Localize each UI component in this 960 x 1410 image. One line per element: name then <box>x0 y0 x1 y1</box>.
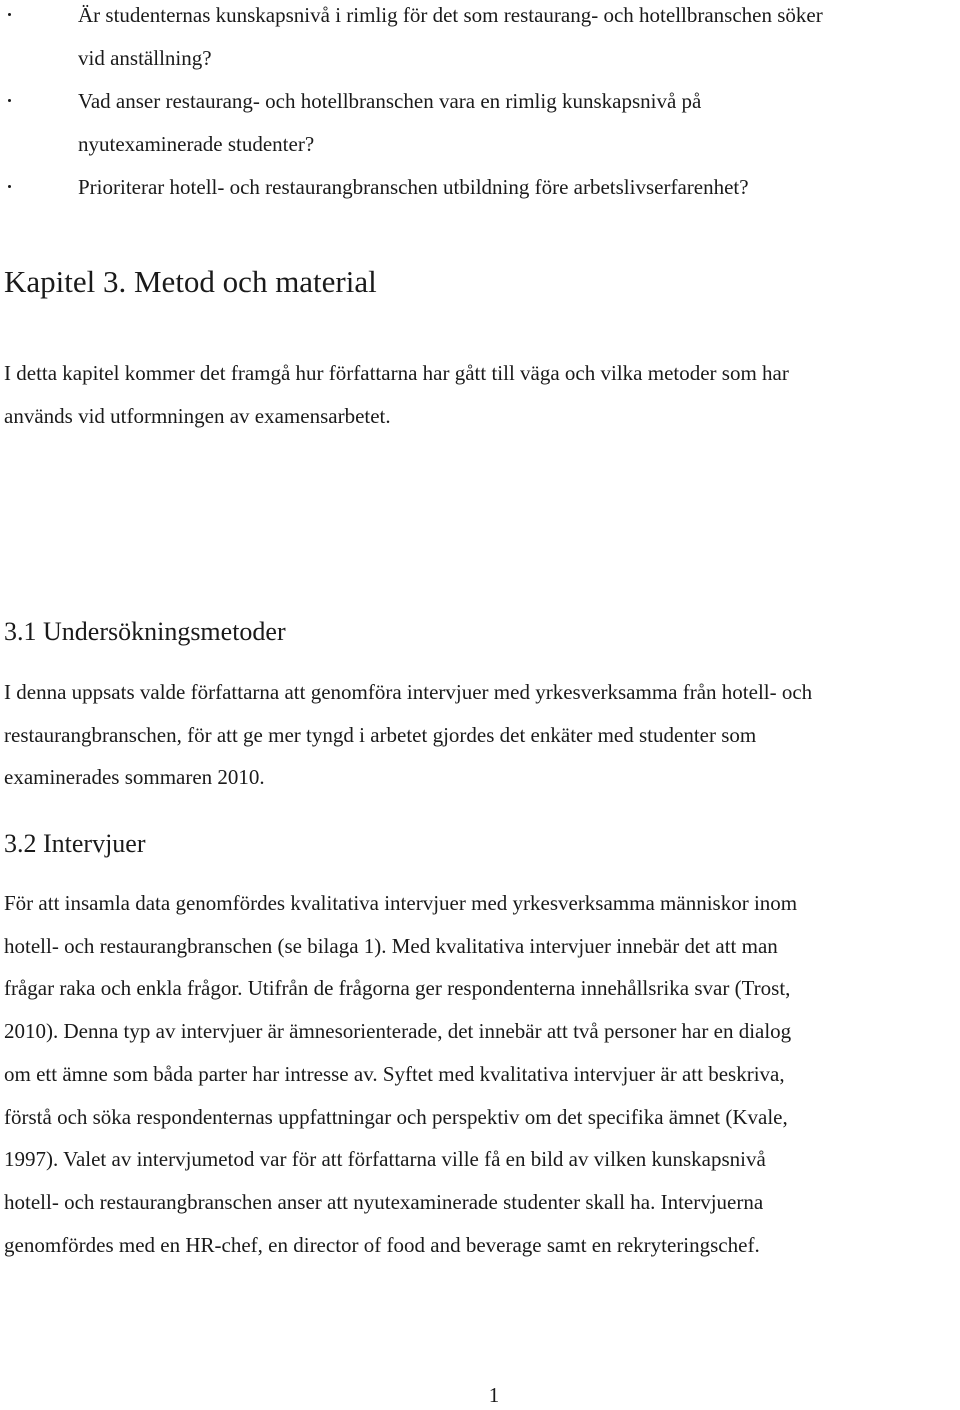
text-line: genomfördes med en HR-chef, en director of food and beverage samt en rekryteringschef. <box>4 1232 760 1257</box>
text-line: 2010). Denna typ av intervjuer är ämnesorienterade, det innebär att två personer har en dialog <box>4 1019 792 1044</box>
text-line: I denna uppsats valde författarna att genomföra intervjuer med yrkesverksamma från hotell- och <box>4 680 813 704</box>
bullet-line: nyutexaminerade studenter? <box>78 132 315 156</box>
text-line: frågar raka och enkla frågor. Utifrån de frågorna ger respondenterna innehållsrika svar (Trost, <box>4 976 791 1001</box>
bullet-icon <box>8 99 11 102</box>
section-3-2-paragraph <box>4 882 960 1266</box>
list-item <box>0 0 960 80</box>
page-number: 1 <box>488 1383 500 1407</box>
text-line: används vid utformningen av examensarbetet. <box>4 403 391 428</box>
bullet-line: Vad anser restaurang- och hotellbranschen vara en rimlig kunskapsnivå på <box>78 89 702 113</box>
section-title-3-2: 3.2 Intervjuer <box>4 829 146 858</box>
list-item <box>0 80 960 166</box>
text-line: I detta kapitel kommer det framgå hur författarna har gått till väga och vilka metoder som har <box>4 361 789 385</box>
list-item <box>0 166 960 209</box>
text-line: om ett ämne som båda parter har intresse av. Syftet med kvalitativa intervjuer är att beskriva, <box>4 1061 785 1086</box>
text-line: hotell- och restaurangbranschen (se bilaga 1). Med kvalitativa intervjuer innebär det att man <box>4 933 778 958</box>
bullet-icon <box>8 13 11 16</box>
bullet-line: vid anställning? <box>78 46 212 70</box>
bullet-icon <box>8 185 11 188</box>
text-line: För att insamla data genomfördes kvalitativa intervjuer med yrkesverksamma människor inom <box>4 891 798 915</box>
bullet-line: Prioriterar hotell- och restaurangbranschen utbildning före arbetslivserfarenhet? <box>78 175 749 199</box>
text-line: 1997). Valet av intervjumetod var för att författarna ville få en bild av vilken kunskapsnivå <box>4 1147 766 1172</box>
text-line: examinerades sommaren 2010. <box>4 765 265 790</box>
chapter-title: Kapitel 3. Metod och material <box>4 264 377 299</box>
section-title-3-1: 3.1 Undersökningsmetoder <box>4 617 286 646</box>
question-list <box>0 0 960 209</box>
text-line: förstå och söka respondenternas uppfattningar och perspektiv om det specifika ämnet (Kvale, <box>4 1104 788 1129</box>
bullet-line: Är studenternas kunskapsnivå i rimlig för det som restaurang- och hotellbranschen söker <box>78 3 823 27</box>
section-3-1-paragraph <box>4 671 960 799</box>
text-line: restaurangbranschen, för att ge mer tyngd i arbetet gjordes det enkäter med studenter som <box>4 722 757 747</box>
chapter-intro <box>4 352 960 437</box>
text-line: hotell- och restaurangbranschen anser att nyutexaminerade studenter skall ha. Intervjuerna <box>4 1189 764 1214</box>
